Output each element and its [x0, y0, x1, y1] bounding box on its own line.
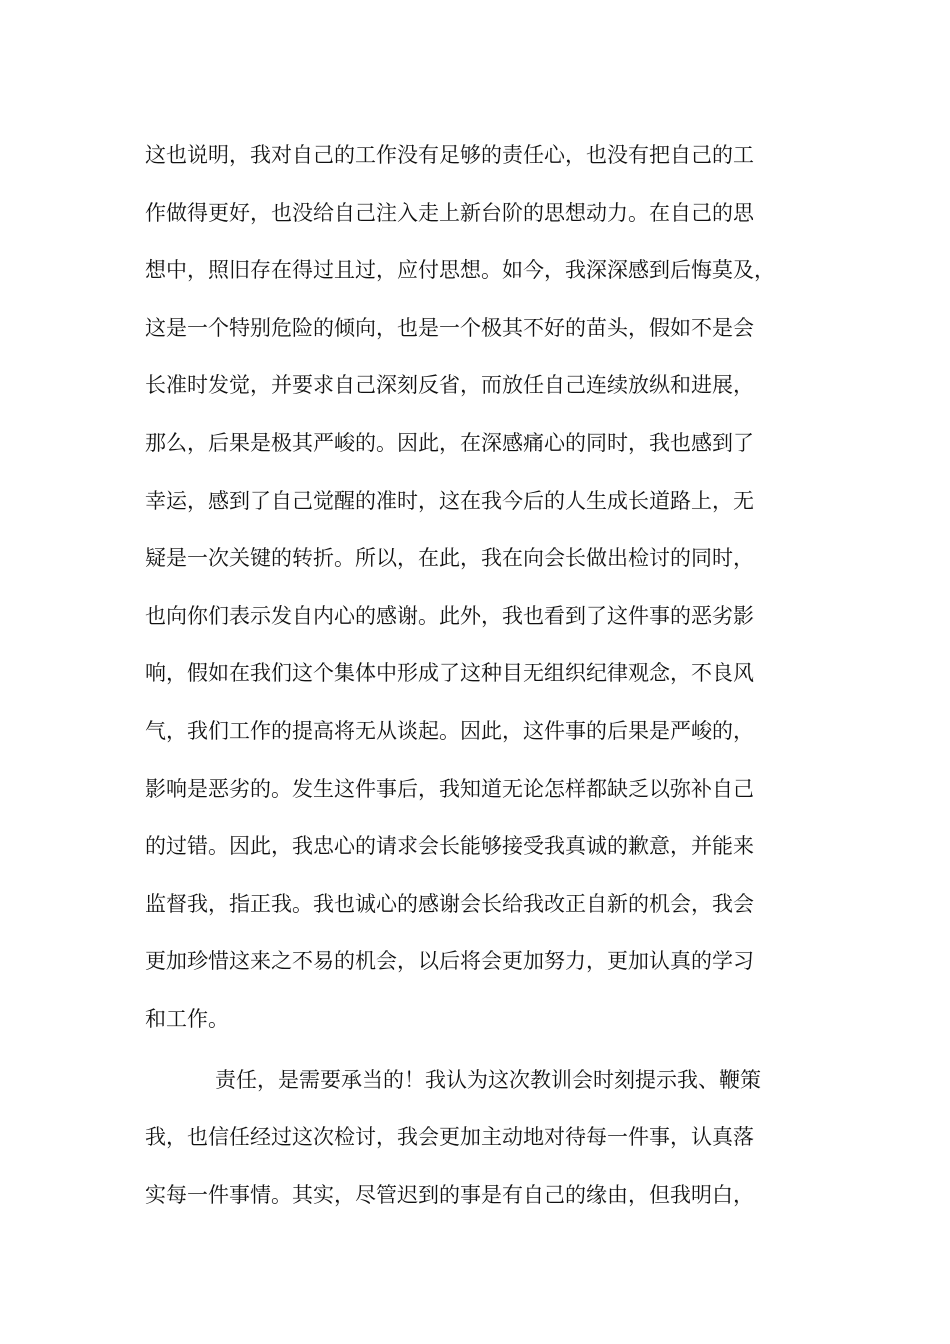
text-line: 这也说明，我对自己的工作没有足够的责任心，也没有把自己的工 — [145, 143, 754, 167]
text-line: 长准时发觉，并要求自己深刻反省，而放任自己连续放纵和进展， — [145, 373, 754, 398]
text-line: 和工作。 — [145, 1006, 229, 1031]
paragraph-1 — [145, 127, 825, 1049]
text-line: 实每一件事情。其实，尽管迟到的事是有自己的缘由，但我明白， — [145, 1182, 754, 1207]
text-line: 的过错。因此，我忠心的请求会长能够接受我真诚的歉意，并能来 — [145, 834, 754, 859]
text-line-indented: 责任，是需要承当的！我认为这次教训会时刻提示我、鞭策 — [215, 1067, 761, 1092]
paragraph-2 — [145, 1052, 825, 1225]
text-line: 作做得更好，也没给自己注入走上新台阶的思想动力。在自己的思 — [145, 200, 754, 225]
text-line: 影响是恶劣的。发生这件事后，我知道无论怎样都缺乏以弥补自己 — [145, 776, 754, 801]
text-line: 更加珍惜这来之不易的机会，以后将会更加努力，更加认真的学习 — [145, 949, 754, 974]
text-line: 响，假如在我们这个集体中形成了这种目无组织纪律观念，不良风 — [145, 661, 754, 686]
text-line: 那么，后果是极其严峻的。因此，在深感痛心的同时，我也感到了 — [145, 430, 754, 455]
text-line: 想中，照旧存在得过且过，应付思想。如今，我深深感到后悔莫及， — [145, 258, 775, 283]
text-line: 疑是一次关键的转折。所以，在此，我在向会长做出检讨的同时， — [145, 546, 754, 571]
text-line: 我，也信任经过这次检讨，我会更加主动地对待每一件事，认真落 — [145, 1125, 754, 1150]
text-line: 这是一个特别危险的倾向，也是一个极其不好的苗头，假如不是会 — [145, 315, 754, 340]
text-line: 监督我，指正我。我也诚心的感谢会长给我改正自新的机会，我会 — [145, 891, 754, 916]
body-text — [145, 127, 825, 1224]
text-line: 气，我们工作的提高将无从谈起。因此，这件事的后果是严峻的， — [145, 718, 754, 743]
text-line: 也向你们表示发自内心的感谢。此外，我也看到了这件事的恶劣影 — [145, 603, 754, 628]
text-line: 幸运，感到了自己觉醒的准时，这在我今后的人生成长道路上，无 — [145, 488, 754, 513]
